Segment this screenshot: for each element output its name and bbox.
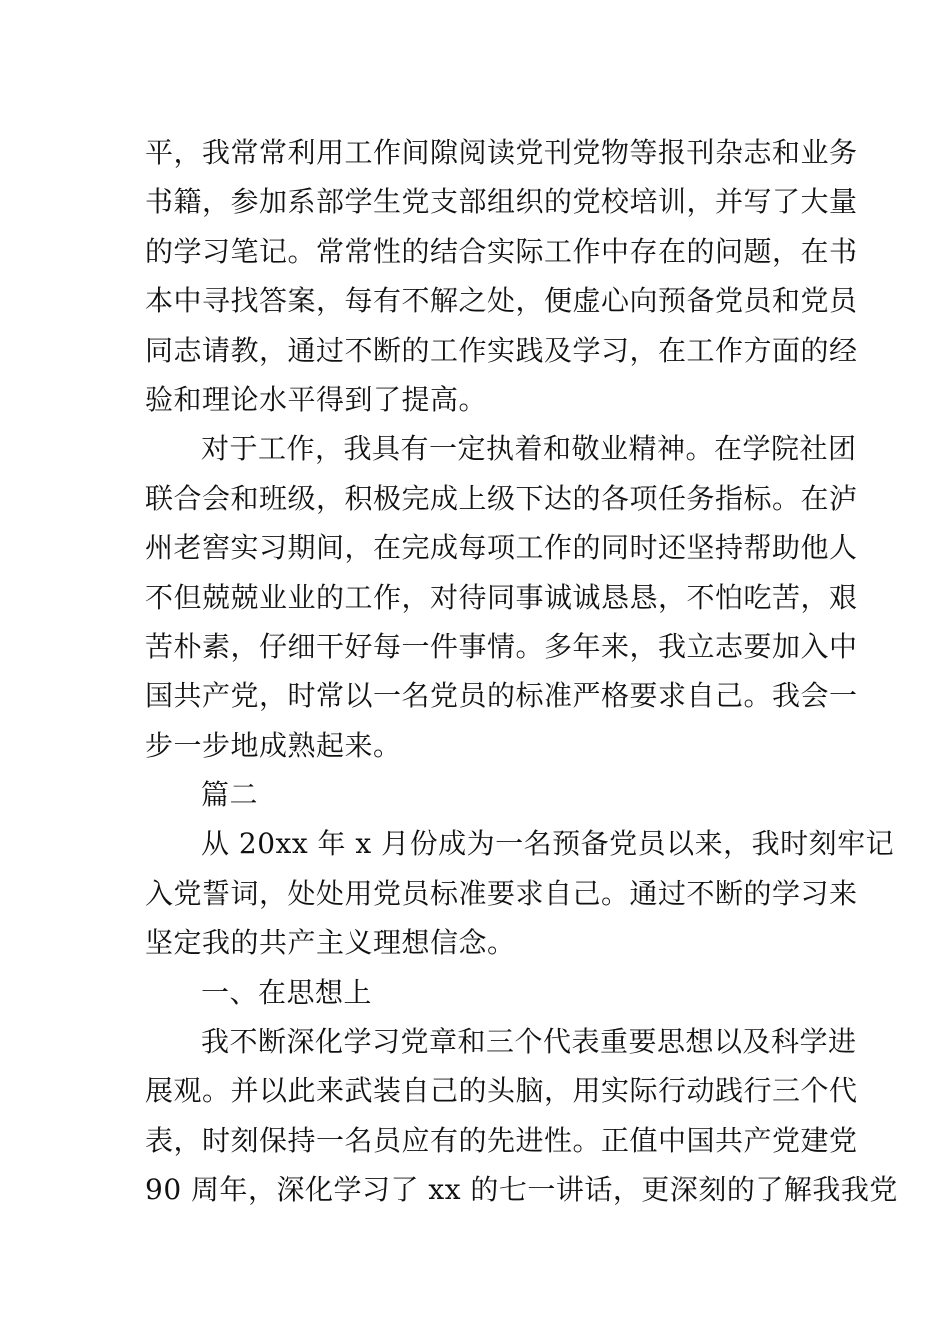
text-line: 不但兢兢业业的工作，对待同事诚诚恳恳，不怕吃苦，艰 [145,580,858,614]
text-line: 篇二 [201,778,259,812]
text-line: 平，我常常利用工作间隙阅读党刊党物等报刊杂志和业务 [145,136,858,169]
text-line: 苦朴素，仔细干好每一件事情。多年来，我立志要加入中 [145,629,858,663]
document-body [145,128,898,1215]
text-line: 坚定我的共产主义理想信念。 [145,926,516,960]
text-line: 州老窖实习期间，在完成每项工作的同时还坚持帮助他人 [145,531,858,565]
text-line: 我不断深化学习党章和三个代表重要思想以及科学进 [201,1025,857,1059]
text-line: 联合会和班级，积极完成上级下达的各项任务指标。在泸 [145,481,858,515]
text-line: 同志请教，通过不断的工作实践及学习，在工作方面的经 [145,333,858,367]
text-line: 入党誓词，处处用党员标准要求自己。通过不断的学习来 [145,876,858,910]
text-line: 从 20xx 年 x 月份成为一名预备党员以来，我时刻牢记 [201,827,895,861]
text-line: 对于工作，我具有一定执着和敬业精神。在学院社团 [201,432,857,466]
text-line: 的学习笔记。常常性的结合实际工作中存在的问题，在书 [145,234,858,268]
text-line: 验和理论水平得到了提高。 [145,382,488,416]
text-line: 步一步地成熟起来。 [145,728,402,762]
text-line: 表，时刻保持一名员应有的先进性。正值中国共产党建党 [145,1123,858,1157]
text-line: 展观。并以此来武装自己的头脑，用实际行动践行三个代 [145,1074,858,1108]
text-line: 本中寻找答案，每有不解之处，便虚心向预备党员和党员 [145,284,858,318]
text-line: 国共产党，时常以一名党员的标准严格要求自己。我会一 [145,679,858,713]
text-line: 90 周年，深化学习了 xx 的七一讲话，更深刻的了解我我党 [145,1173,898,1207]
text-line: 书籍，参加系部学生党支部组织的党校培训，并写了大量 [145,185,858,219]
text-line: 一、在思想上 [201,975,373,1009]
